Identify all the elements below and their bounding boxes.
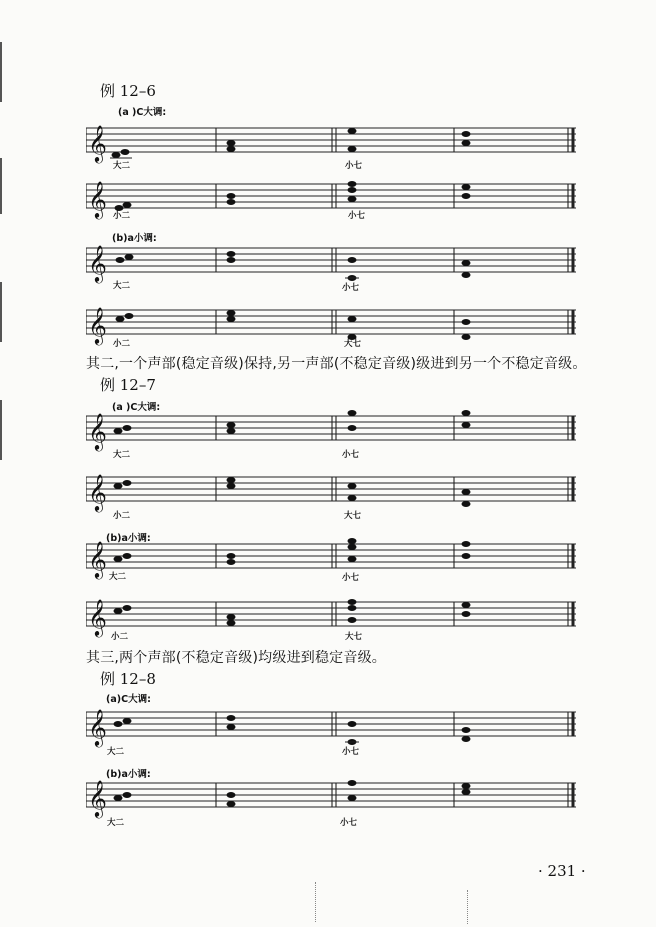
music-staff: [86, 404, 578, 462]
interval-label: 大七: [345, 632, 363, 642]
interval-label: 小七: [342, 573, 360, 583]
music-staff: [86, 700, 578, 758]
interval-label: 小七: [342, 283, 360, 293]
scan-margin-line: [0, 400, 2, 460]
scan-margin-line: [0, 282, 2, 342]
interval-label: 大二: [107, 747, 125, 757]
scan-margin-line: [0, 42, 2, 102]
interval-label: 大二: [107, 818, 125, 828]
page-number: · 231 ·: [538, 862, 586, 880]
interval-label: 大二: [113, 281, 131, 291]
interval-label: 小二: [113, 339, 131, 349]
svg-text:𝄞: 𝄞: [88, 598, 107, 636]
key-label: (b)a小调:: [106, 533, 151, 544]
svg-text:𝄞: 𝄞: [88, 124, 107, 162]
body-paragraph: 其三,两个声部(不稳定音级)均级进到稳定音级。: [86, 650, 386, 666]
body-paragraph: 其二,一个声部(稳定音级)保持,另一声部(不稳定音级)级进到另一个不稳定音级。: [86, 356, 587, 372]
interval-label: 小二: [111, 632, 129, 642]
example-title: 例 12–8: [100, 670, 156, 688]
music-staff: [86, 771, 578, 829]
music-staff: [86, 298, 578, 356]
svg-text:𝄞: 𝄞: [88, 244, 107, 282]
interval-label: 小七: [342, 747, 360, 757]
interval-label: 小二: [113, 211, 131, 221]
svg-text:𝄞: 𝄞: [88, 779, 107, 817]
svg-text:𝄞: 𝄞: [88, 540, 107, 578]
interval-label: 大二: [113, 450, 131, 460]
scan-margin-line: [0, 158, 2, 214]
music-staff: [86, 172, 578, 230]
key-label: (a )C大调:: [118, 107, 167, 118]
key-label: (a)C大调:: [106, 694, 151, 705]
key-label: (b)a小调:: [112, 233, 157, 244]
music-staff: [86, 236, 578, 294]
svg-text:𝄞: 𝄞: [88, 306, 107, 344]
key-label: (b)a小调:: [106, 769, 151, 780]
interval-label: 大七: [344, 339, 362, 349]
svg-text:𝄞: 𝄞: [88, 708, 107, 746]
interval-label: 大七: [344, 511, 362, 521]
interval-label: 大二: [109, 572, 127, 582]
music-staff: [86, 116, 578, 174]
svg-text:𝄞: 𝄞: [88, 412, 107, 450]
interval-label: 小七: [348, 211, 366, 221]
scan-fold-line: [467, 890, 468, 924]
music-staff: [86, 590, 578, 648]
music-staff: [86, 532, 578, 590]
svg-text:𝄞: 𝄞: [88, 180, 107, 218]
interval-label: 大二: [113, 161, 131, 171]
interval-label: 小七: [342, 450, 360, 460]
interval-label: 小二: [113, 511, 131, 521]
example-title: 例 12–6: [100, 82, 156, 100]
key-label: (a )C大调:: [112, 402, 161, 413]
interval-label: 小七: [340, 818, 358, 828]
music-staff: [86, 465, 578, 523]
scan-fold-line: [315, 882, 316, 922]
svg-text:𝄞: 𝄞: [88, 473, 107, 511]
example-title: 例 12–7: [100, 376, 156, 394]
interval-label: 小七: [345, 161, 363, 171]
